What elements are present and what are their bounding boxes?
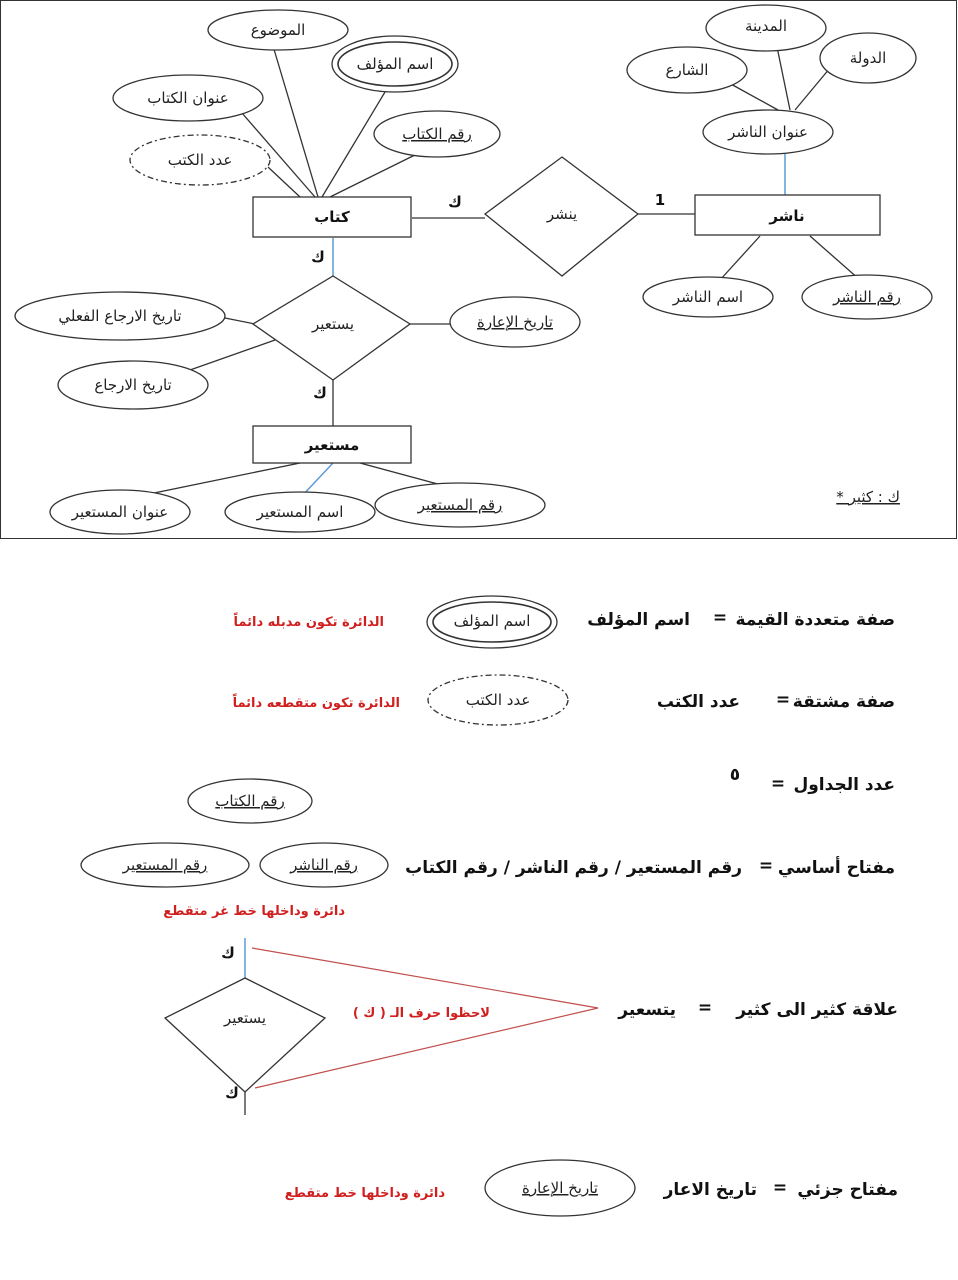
- svg-text:لاحظوا حرف الـ ( ك ): لاحظوا حرف الـ ( ك ): [352, 1006, 490, 1021]
- cardinality-many-label: ك: [313, 384, 327, 402]
- svg-text:=: =: [758, 856, 774, 876]
- cardinality-many-label: ك: [448, 193, 462, 211]
- svg-text:رقم الناشر: رقم الناشر: [833, 288, 901, 306]
- svg-text:٥: ٥: [729, 765, 741, 785]
- country-attribute: [820, 33, 916, 83]
- svg-text:اسم المؤلف: اسم المؤلف: [356, 55, 434, 73]
- svg-text:رقم المستعير: رقم المستعير: [122, 856, 208, 874]
- svg-text:عدد الكتب: عدد الكتب: [656, 692, 740, 712]
- svg-text:اسم المؤلف: اسم المؤلف: [587, 610, 690, 630]
- note-derived-row: [233, 675, 895, 725]
- svg-text:ينشر: ينشر: [546, 205, 578, 223]
- book-title-attribute: [113, 75, 263, 121]
- svg-text:ك: ك: [225, 1084, 239, 1102]
- svg-text:مستعير: مستعير: [304, 436, 360, 454]
- actual-return-date-attribute: [15, 292, 225, 340]
- svg-text:يستعير: يستعير: [311, 315, 355, 333]
- book-number-key-attribute: [374, 111, 500, 157]
- cardinality-many-label: ك: [311, 248, 325, 266]
- note-multivalued-row: [234, 596, 895, 648]
- svg-text:يتسعير: يتسعير: [618, 1000, 676, 1020]
- svg-text:الدولة: الدولة: [849, 49, 887, 67]
- svg-text:الشارع: الشارع: [665, 61, 709, 79]
- svg-text:=: =: [712, 608, 728, 628]
- svg-text:مفتاح جزئي: مفتاح جزئي: [797, 1180, 898, 1200]
- svg-text:علاقة كثير الى كثير: علاقة كثير الى كثير: [736, 1000, 898, 1020]
- borrower-number-key-attribute: [375, 483, 545, 527]
- svg-text:اسم المستعير: اسم المستعير: [256, 503, 344, 521]
- author-name-multivalued-attribute: [332, 36, 458, 92]
- svg-text:اسم المؤلف: اسم المؤلف: [453, 612, 531, 630]
- svg-text:مفتاح أساسي: مفتاح أساسي: [777, 858, 895, 878]
- svg-text:=: =: [775, 690, 791, 710]
- subject-attribute: [208, 10, 348, 50]
- svg-text:تاريخ الاعار: تاريخ الاعار: [663, 1180, 757, 1200]
- svg-text:يستعير: يستعير: [223, 1009, 267, 1027]
- svg-text:صفة مشتقة: صفة مشتقة: [792, 692, 895, 712]
- borrower-entity: [253, 426, 411, 463]
- loan-date-partial-key-attribute: [450, 297, 580, 347]
- svg-text:رقم الناشر: رقم الناشر: [290, 856, 358, 874]
- svg-text:تاريخ الإعارة: تاريخ الإعارة: [477, 313, 553, 331]
- svg-text:عنوان المستعير: عنوان المستعير: [71, 503, 169, 521]
- svg-text:تاريخ الارجاع الفعلي: تاريخ الارجاع الفعلي: [58, 307, 182, 325]
- svg-text:تاريخ الإعارة: تاريخ الإعارة: [522, 1179, 598, 1197]
- book-entity-label: كتاب: [314, 208, 350, 226]
- svg-text:الدائرة تكون متقطعه دائماً: الدائرة تكون متقطعه دائماً: [232, 696, 400, 711]
- svg-text:عنوان الناشر: عنوان الناشر: [728, 123, 808, 141]
- note-partial-key-row: [285, 1160, 898, 1216]
- svg-text:رقم الكتاب: رقم الكتاب: [402, 125, 472, 143]
- publisher-address-attribute: [703, 110, 833, 154]
- svg-text:اسم الناشر: اسم الناشر: [672, 288, 744, 306]
- svg-text:تاريخ الارجاع: تاريخ الارجاع: [94, 376, 172, 394]
- publisher-number-key-attribute: [802, 275, 932, 319]
- svg-text:عنوان الكتاب: عنوان الكتاب: [147, 89, 229, 107]
- svg-text:ناشر: ناشر: [769, 207, 805, 225]
- svg-text:رقم المستعير / رقم الناشر / رق: رقم المستعير / رقم الناشر / رقم الكتاب: [405, 858, 742, 878]
- svg-text:رقم الكتاب: رقم الكتاب: [215, 792, 285, 810]
- legend-text: * ك : كثير: [836, 488, 900, 506]
- svg-text:صفة متعددة القيمة: صفة متعددة القيمة: [735, 610, 895, 630]
- svg-text:دائرة وداخلها خط متقطع: دائرة وداخلها خط متقطع: [284, 1186, 445, 1201]
- publisher-entity: [695, 195, 880, 235]
- svg-text:الدائرة تكون مدبله دائماً: الدائرة تكون مدبله دائماً: [233, 615, 384, 630]
- svg-text:رقم المستعير: رقم المستعير: [417, 496, 503, 514]
- svg-text:عدد الجداول: عدد الجداول: [793, 775, 895, 795]
- return-date-attribute: [58, 361, 208, 409]
- copies-count-derived-attribute: [130, 135, 270, 185]
- borrower-address-attribute: [50, 490, 190, 534]
- borrower-name-attribute: [225, 492, 375, 532]
- svg-text:المدينة: المدينة: [744, 17, 788, 35]
- book-entity: [253, 197, 411, 237]
- svg-text:عدد الكتب: عدد الكتب: [167, 151, 233, 169]
- svg-text:=: =: [697, 998, 713, 1018]
- street-attribute: [627, 47, 747, 93]
- cardinality-one-label: 1: [654, 191, 666, 209]
- notes-section: [0, 540, 958, 1280]
- note-tables-row: [730, 765, 895, 795]
- svg-text:=: =: [772, 1178, 788, 1198]
- publisher-name-attribute: [643, 277, 773, 317]
- svg-text:الموضوع: الموضوع: [250, 21, 306, 39]
- city-attribute: [706, 5, 826, 51]
- svg-text:عدد الكتب: عدد الكتب: [465, 691, 531, 709]
- note-primary-key-row: [81, 779, 895, 919]
- svg-text:ك: ك: [221, 944, 235, 962]
- svg-text:دائرة وداخلها خط غر متقطع: دائرة وداخلها خط غر متقطع: [163, 904, 345, 919]
- er-diagram: [0, 0, 958, 540]
- note-many-to-many-row: [165, 938, 898, 1115]
- svg-text:=: =: [770, 774, 786, 794]
